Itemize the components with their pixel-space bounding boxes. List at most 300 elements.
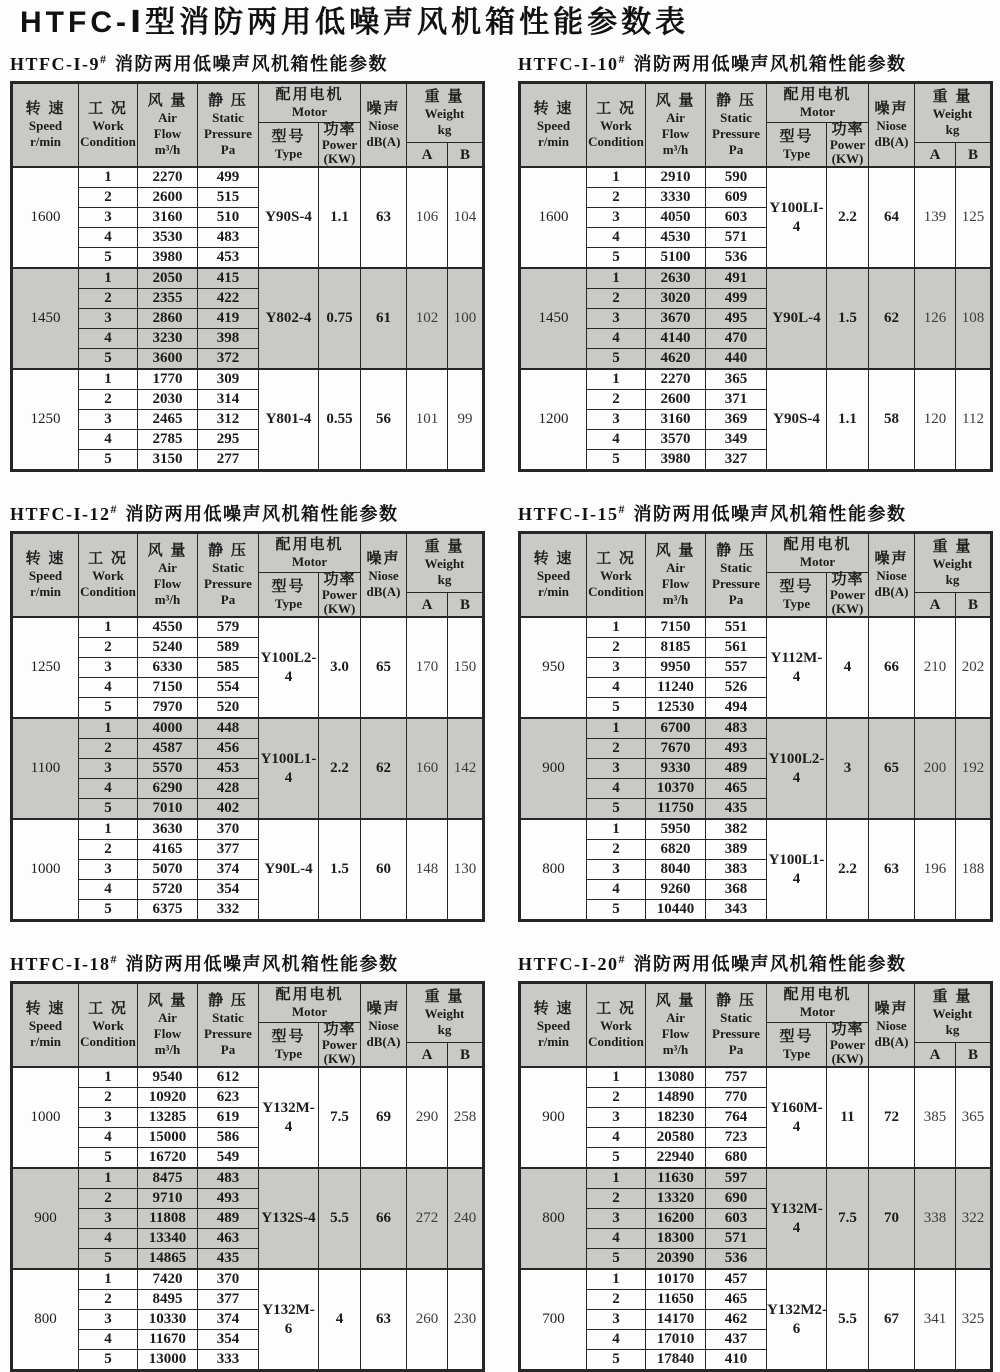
static-pressure-value: 526 xyxy=(706,678,767,698)
weight-a-value: 290 xyxy=(407,1067,448,1168)
static-pressure-value: 612 xyxy=(198,1067,259,1088)
header-pressure xyxy=(706,983,767,1068)
header-condition xyxy=(79,533,138,618)
work-condition-value: 1 xyxy=(587,167,646,188)
header-label-noise-en: Niose xyxy=(876,118,907,133)
work-condition-value: 5 xyxy=(587,1249,646,1270)
header-label-noise-en: Niose xyxy=(876,568,907,583)
static-pressure-value: 609 xyxy=(706,188,767,208)
header-label-press-en1: Static xyxy=(212,110,244,125)
header-weight-a xyxy=(407,593,448,617)
header-power xyxy=(827,573,869,618)
header-label-cond-en2: Condition xyxy=(588,1034,644,1049)
header-label-cond-en1: Work xyxy=(92,118,124,133)
header-label-col-a: A xyxy=(421,596,433,613)
static-pressure-value: 428 xyxy=(198,779,259,799)
header-label-press-unit: Pa xyxy=(728,592,744,607)
motor-type-value: Y90L-4 xyxy=(767,268,827,369)
air-flow-value: 16720 xyxy=(138,1148,198,1169)
work-condition-value: 3 xyxy=(79,410,138,430)
header-label-flow-unit: m³/h xyxy=(662,592,689,607)
work-condition-value: 4 xyxy=(79,880,138,900)
header-label-flow-unit: m³/h xyxy=(662,1042,689,1057)
work-condition-value: 4 xyxy=(587,329,646,349)
motor-type-value: Y90L-4 xyxy=(259,819,319,921)
motor-type-value: Y90S-4 xyxy=(767,369,827,471)
static-pressure-value: 354 xyxy=(198,880,259,900)
header-label-noise-en: Niose xyxy=(368,118,399,133)
weight-a-value: 196 xyxy=(915,819,956,921)
work-condition-value: 1 xyxy=(79,718,138,739)
table-row xyxy=(520,1067,992,1088)
air-flow-value: 17010 xyxy=(646,1330,706,1350)
weight-b-value: 202 xyxy=(956,617,992,718)
static-pressure-value: 557 xyxy=(706,658,767,678)
weight-b-value: 325 xyxy=(956,1269,992,1371)
header-weight xyxy=(407,83,484,143)
air-flow-value: 3160 xyxy=(646,410,706,430)
static-pressure-value: 483 xyxy=(706,718,767,739)
static-pressure-value: 579 xyxy=(198,617,259,638)
noise-value: 66 xyxy=(869,617,915,718)
table-model: HTFC-I-9 xyxy=(10,54,100,74)
speed-value: 950 xyxy=(520,617,587,718)
air-flow-value: 4550 xyxy=(138,617,198,638)
work-condition-value: 1 xyxy=(587,268,646,289)
air-flow-value: 8475 xyxy=(138,1168,198,1189)
motor-type-value: Y100L1-4 xyxy=(259,718,319,819)
work-condition-value: 5 xyxy=(587,900,646,921)
motor-power-value: 0.55 xyxy=(319,369,361,471)
header-weight-a xyxy=(915,1043,956,1067)
table-model: HTFC-I-20 xyxy=(518,954,619,974)
air-flow-value: 8040 xyxy=(646,860,706,880)
motor-power-value: 5.5 xyxy=(319,1168,361,1269)
static-pressure-value: 343 xyxy=(706,900,767,921)
motor-type-value: Y100L2-4 xyxy=(767,718,827,819)
air-flow-value: 4140 xyxy=(646,329,706,349)
header-label-noise-unit: dB(A) xyxy=(874,1034,909,1049)
header-label-speed-cn: 转 速 xyxy=(533,1001,574,1017)
hash-superscript: # xyxy=(110,952,117,966)
header-label-press-cn: 静 压 xyxy=(208,543,248,559)
air-flow-value: 3150 xyxy=(138,450,198,471)
header-label-noise-cn: 噪声 xyxy=(874,551,909,567)
header-label-weight-en: Weight xyxy=(424,1006,465,1022)
static-pressure-value: 332 xyxy=(198,900,259,921)
table-row xyxy=(520,819,992,840)
air-flow-value: 7670 xyxy=(646,739,706,759)
header-label-flow-cn: 风 量 xyxy=(655,993,696,1009)
header-speed xyxy=(12,983,79,1068)
air-flow-value: 4530 xyxy=(646,228,706,248)
speed-value: 900 xyxy=(520,718,587,819)
static-pressure-value: 374 xyxy=(198,1310,259,1330)
header-label-weight-cn: 重 量 xyxy=(932,989,973,1006)
noise-value: 62 xyxy=(361,718,407,819)
work-condition-value: 1 xyxy=(79,1067,138,1088)
header-label-col-a: A xyxy=(421,1046,433,1063)
table-subtitle: 消防两用低噪声风机箱性能参数 xyxy=(125,504,399,524)
static-pressure-value: 368 xyxy=(706,880,767,900)
work-condition-value: 3 xyxy=(79,309,138,329)
work-condition-value: 2 xyxy=(79,840,138,860)
static-pressure-value: 619 xyxy=(198,1108,259,1128)
motor-type-value: Y132S-4 xyxy=(259,1168,319,1269)
static-pressure-value: 422 xyxy=(198,289,259,309)
header-label-speed-unit: r/min xyxy=(29,134,62,149)
performance-table xyxy=(10,81,485,472)
header-weight xyxy=(915,983,992,1043)
header-label-motor-en: Motor xyxy=(291,554,328,569)
motor-type-value: Y802-4 xyxy=(259,268,319,369)
static-pressure-value: 690 xyxy=(706,1189,767,1209)
header-noise xyxy=(869,983,915,1068)
header-label-press-cn: 静 压 xyxy=(208,93,248,109)
header-label-noise-cn: 噪声 xyxy=(874,101,909,117)
static-pressure-value: 462 xyxy=(706,1310,767,1330)
hash-superscript: # xyxy=(618,502,625,516)
header-label-type-en: Type xyxy=(274,1045,303,1061)
work-condition-value: 2 xyxy=(79,1189,138,1209)
table-row xyxy=(12,1067,484,1088)
header-noise xyxy=(869,533,915,618)
header-label-noise-en: Niose xyxy=(368,1018,399,1033)
work-condition-value: 4 xyxy=(587,880,646,900)
work-condition-value: 5 xyxy=(587,1148,646,1169)
header-airflow xyxy=(138,983,198,1068)
air-flow-value: 4000 xyxy=(138,718,198,739)
table-row xyxy=(520,1168,992,1189)
air-flow-value: 7970 xyxy=(138,698,198,719)
header-label-power-en: Power xyxy=(829,137,866,152)
air-flow-value: 22940 xyxy=(646,1148,706,1169)
air-flow-value: 6330 xyxy=(138,658,198,678)
header-label-motor-cn: 配用电机 xyxy=(275,87,344,103)
header-label-power-unit: (KW) xyxy=(831,1051,864,1066)
page-title: HTFC-Ⅰ型消防两用低噪声风机箱性能参数表 xyxy=(20,6,690,39)
header-label-type-cn: 型号 xyxy=(271,128,306,145)
static-pressure-value: 453 xyxy=(198,248,259,269)
header-label-weight-unit: kg xyxy=(945,1022,960,1038)
work-condition-value: 3 xyxy=(79,1310,138,1330)
header-label-noise-en: Niose xyxy=(368,568,399,583)
air-flow-value: 5240 xyxy=(138,638,198,658)
work-condition-value: 4 xyxy=(79,228,138,248)
header-label-power-unit: (KW) xyxy=(323,1051,356,1066)
header-label-press-unit: Pa xyxy=(220,142,236,157)
speed-value: 800 xyxy=(12,1269,79,1371)
header-weight xyxy=(915,83,992,143)
static-pressure-value: 410 xyxy=(706,1350,767,1371)
noise-value: 56 xyxy=(361,369,407,471)
header-airflow xyxy=(138,83,198,168)
header-label-cond-cn: 工 况 xyxy=(596,1001,636,1017)
work-condition-value: 1 xyxy=(79,167,138,188)
header-label-weight-cn: 重 量 xyxy=(424,539,465,556)
header-label-cond-cn: 工 况 xyxy=(596,551,636,567)
header-label-type-cn: 型号 xyxy=(779,1028,814,1045)
speed-value: 1250 xyxy=(12,369,79,471)
header-label-motor-en: Motor xyxy=(291,1004,328,1019)
work-condition-value: 3 xyxy=(587,410,646,430)
table-title xyxy=(518,950,990,976)
weight-b-value: 240 xyxy=(448,1168,484,1269)
header-label-power-cn: 功率 xyxy=(323,1022,356,1038)
table-section xyxy=(518,50,990,472)
static-pressure-value: 377 xyxy=(198,840,259,860)
header-label-flow-cn: 风 量 xyxy=(655,543,696,559)
header-label-col-a: A xyxy=(929,1046,941,1063)
static-pressure-value: 295 xyxy=(198,430,259,450)
header-label-power-en: Power xyxy=(321,1037,358,1052)
air-flow-value: 2465 xyxy=(138,410,198,430)
static-pressure-value: 333 xyxy=(198,1350,259,1371)
performance-table xyxy=(518,531,993,922)
air-flow-value: 2910 xyxy=(646,167,706,188)
static-pressure-value: 463 xyxy=(198,1229,259,1249)
static-pressure-value: 370 xyxy=(198,1269,259,1290)
header-label-weight-unit: kg xyxy=(945,572,960,588)
speed-value: 1600 xyxy=(520,167,587,268)
static-pressure-value: 383 xyxy=(706,860,767,880)
work-condition-value: 5 xyxy=(587,799,646,820)
header-label-cond-cn: 工 况 xyxy=(88,101,128,117)
header-airflow xyxy=(646,983,706,1068)
performance-table xyxy=(518,81,993,472)
header-label-flow-en2: Flow xyxy=(661,1026,690,1041)
work-condition-value: 2 xyxy=(79,1088,138,1108)
motor-type-value: Y100L1-4 xyxy=(767,819,827,921)
header-label-motor-cn: 配用电机 xyxy=(275,537,344,553)
header-label-power-cn: 功率 xyxy=(831,572,864,588)
static-pressure-value: 389 xyxy=(706,840,767,860)
static-pressure-value: 402 xyxy=(198,799,259,820)
air-flow-value: 6375 xyxy=(138,900,198,921)
header-label-speed-unit: r/min xyxy=(537,134,570,149)
work-condition-value: 2 xyxy=(587,739,646,759)
weight-a-value: 160 xyxy=(407,718,448,819)
table-row xyxy=(12,819,484,840)
header-label-press-cn: 静 压 xyxy=(716,93,756,109)
air-flow-value: 2860 xyxy=(138,309,198,329)
header-label-speed-en: Speed xyxy=(28,118,63,133)
static-pressure-value: 603 xyxy=(706,1209,767,1229)
weight-b-value: 130 xyxy=(448,819,484,921)
work-condition-value: 2 xyxy=(587,390,646,410)
header-label-motor-en: Motor xyxy=(291,104,328,119)
static-pressure-value: 561 xyxy=(706,638,767,658)
header-label-weight-unit: kg xyxy=(437,1022,452,1038)
header-label-press-cn: 静 压 xyxy=(716,543,756,559)
weight-b-value: 192 xyxy=(956,718,992,819)
weight-b-value: 125 xyxy=(956,167,992,268)
work-condition-value: 1 xyxy=(587,1269,646,1290)
air-flow-value: 3020 xyxy=(646,289,706,309)
work-condition-value: 1 xyxy=(587,369,646,390)
static-pressure-value: 623 xyxy=(198,1088,259,1108)
air-flow-value: 5720 xyxy=(138,880,198,900)
header-label-speed-en: Speed xyxy=(536,568,571,583)
motor-type-value: Y132M-6 xyxy=(259,1269,319,1371)
air-flow-value: 10370 xyxy=(646,779,706,799)
header-label-flow-en2: Flow xyxy=(153,126,182,141)
header-motor xyxy=(259,83,361,123)
motor-power-value: 1.5 xyxy=(319,819,361,921)
table-title xyxy=(518,50,990,76)
air-flow-value: 20580 xyxy=(646,1128,706,1148)
header-label-flow-en1: Air xyxy=(158,110,177,125)
weight-b-value: 365 xyxy=(956,1067,992,1168)
noise-value: 65 xyxy=(869,718,915,819)
static-pressure-value: 770 xyxy=(706,1088,767,1108)
static-pressure-value: 589 xyxy=(198,638,259,658)
air-flow-value: 2270 xyxy=(646,369,706,390)
performance-table xyxy=(10,531,485,922)
air-flow-value: 3600 xyxy=(138,349,198,370)
header-label-press-en1: Static xyxy=(720,110,752,125)
work-condition-value: 5 xyxy=(587,450,646,471)
tables-grid xyxy=(10,50,1000,1372)
static-pressure-value: 495 xyxy=(706,309,767,329)
table-section xyxy=(10,500,482,922)
weight-a-value: 338 xyxy=(915,1168,956,1269)
static-pressure-value: 415 xyxy=(198,268,259,289)
header-noise xyxy=(361,983,407,1068)
header-label-noise-en: Niose xyxy=(876,1018,907,1033)
air-flow-value: 13080 xyxy=(646,1067,706,1088)
work-condition-value: 3 xyxy=(587,759,646,779)
work-condition-value: 5 xyxy=(79,450,138,471)
table-title xyxy=(10,50,482,76)
header-type xyxy=(259,123,319,168)
table-row xyxy=(12,268,484,289)
air-flow-value: 13000 xyxy=(138,1350,198,1371)
header-label-press-en2: Pressure xyxy=(712,126,760,141)
header-label-power-cn: 功率 xyxy=(831,122,864,138)
header-label-type-en: Type xyxy=(782,1045,811,1061)
table-row xyxy=(12,167,484,188)
static-pressure-value: 483 xyxy=(198,228,259,248)
header-airflow xyxy=(138,533,198,618)
header-label-col-a: A xyxy=(929,596,941,613)
work-condition-value: 1 xyxy=(79,819,138,840)
header-label-press-unit: Pa xyxy=(728,142,744,157)
air-flow-value: 17840 xyxy=(646,1350,706,1371)
work-condition-value: 2 xyxy=(587,188,646,208)
header-label-cond-en1: Work xyxy=(600,118,632,133)
work-condition-value: 3 xyxy=(587,1310,646,1330)
header-label-cond-en1: Work xyxy=(600,568,632,583)
header-label-cond-en2: Condition xyxy=(80,584,136,599)
header-label-press-en2: Pressure xyxy=(712,1026,760,1041)
static-pressure-value: 571 xyxy=(706,1229,767,1249)
air-flow-value: 4620 xyxy=(646,349,706,370)
air-flow-value: 3980 xyxy=(138,248,198,269)
header-label-col-b: B xyxy=(460,1046,471,1063)
air-flow-value: 7010 xyxy=(138,799,198,820)
header-label-flow-en1: Air xyxy=(666,1010,685,1025)
work-condition-value: 2 xyxy=(79,289,138,309)
header-label-noise-cn: 噪声 xyxy=(366,551,401,567)
header-weight-b xyxy=(956,1043,992,1067)
header-label-weight-en: Weight xyxy=(424,106,465,122)
noise-value: 72 xyxy=(869,1067,915,1168)
static-pressure-value: 457 xyxy=(706,1269,767,1290)
header-label-weight-unit: kg xyxy=(945,122,960,138)
header-label-flow-cn: 风 量 xyxy=(147,93,188,109)
header-condition xyxy=(79,83,138,168)
noise-value: 69 xyxy=(361,1067,407,1168)
air-flow-value: 12530 xyxy=(646,698,706,719)
table-model: HTFC-I-18 xyxy=(10,954,111,974)
motor-power-value: 2.2 xyxy=(827,819,869,921)
air-flow-value: 8495 xyxy=(138,1290,198,1310)
table-subtitle: 消防两用低噪声风机箱性能参数 xyxy=(633,54,907,74)
work-condition-value: 2 xyxy=(587,840,646,860)
work-condition-value: 2 xyxy=(79,1290,138,1310)
work-condition-value: 1 xyxy=(587,819,646,840)
air-flow-value: 9710 xyxy=(138,1189,198,1209)
header-label-speed-unit: r/min xyxy=(29,1034,62,1049)
header-label-cond-cn: 工 况 xyxy=(88,1001,128,1017)
weight-a-value: 260 xyxy=(407,1269,448,1371)
header-label-noise-unit: dB(A) xyxy=(874,584,909,599)
header-label-speed-cn: 转 速 xyxy=(533,551,574,567)
static-pressure-value: 354 xyxy=(198,1330,259,1350)
static-pressure-value: 382 xyxy=(706,819,767,840)
static-pressure-value: 603 xyxy=(706,208,767,228)
static-pressure-value: 419 xyxy=(198,309,259,329)
header-label-col-a: A xyxy=(421,146,433,163)
table-section xyxy=(10,50,482,472)
static-pressure-value: 571 xyxy=(706,228,767,248)
work-condition-value: 3 xyxy=(587,208,646,228)
table-row xyxy=(12,1269,484,1290)
header-label-type-cn: 型号 xyxy=(779,578,814,595)
header-noise xyxy=(869,83,915,168)
work-condition-value: 3 xyxy=(587,1209,646,1229)
static-pressure-value: 585 xyxy=(198,658,259,678)
header-type xyxy=(767,123,827,168)
header-pressure xyxy=(706,533,767,618)
header-label-cond-cn: 工 况 xyxy=(88,551,128,567)
header-label-noise-unit: dB(A) xyxy=(366,1034,401,1049)
static-pressure-value: 680 xyxy=(706,1148,767,1169)
header-label-weight-cn: 重 量 xyxy=(932,89,973,106)
work-condition-value: 1 xyxy=(79,268,138,289)
table-section xyxy=(10,950,482,1372)
header-label-type-cn: 型号 xyxy=(271,578,306,595)
header-label-flow-en1: Air xyxy=(158,560,177,575)
static-pressure-value: 483 xyxy=(198,1168,259,1189)
speed-value: 800 xyxy=(520,1168,587,1269)
weight-a-value: 200 xyxy=(915,718,956,819)
header-airflow xyxy=(646,533,706,618)
static-pressure-value: 520 xyxy=(198,698,259,719)
air-flow-value: 11650 xyxy=(646,1290,706,1310)
air-flow-value: 1770 xyxy=(138,369,198,390)
hash-superscript: # xyxy=(100,52,106,66)
speed-value: 1250 xyxy=(12,617,79,718)
motor-power-value: 2.2 xyxy=(827,167,869,268)
work-condition-value: 4 xyxy=(587,1229,646,1249)
header-motor xyxy=(767,983,869,1023)
work-condition-value: 2 xyxy=(587,1189,646,1209)
static-pressure-value: 453 xyxy=(198,759,259,779)
weight-a-value: 210 xyxy=(915,617,956,718)
work-condition-value: 5 xyxy=(79,799,138,820)
